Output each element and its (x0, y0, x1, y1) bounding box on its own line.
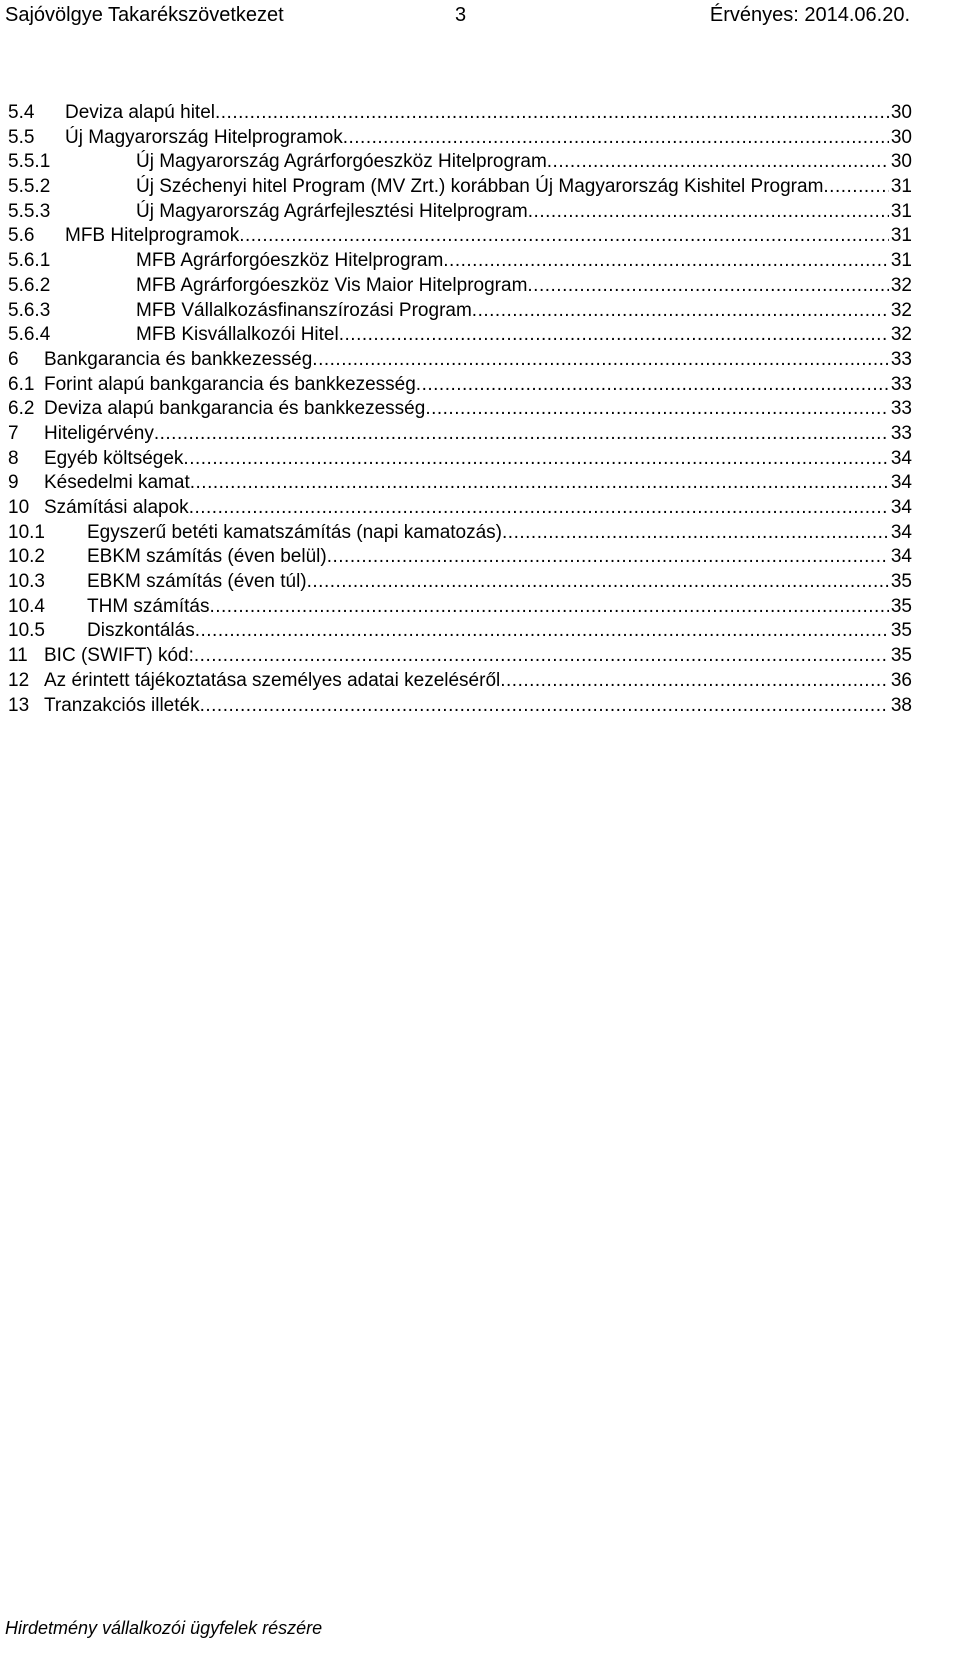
toc-dot-leader (500, 669, 889, 694)
toc-dot-leader (502, 521, 889, 546)
toc-dot-leader (307, 570, 889, 595)
toc-entry-title: MFB Vállalkozásfinanszírozási Program (136, 299, 472, 321)
toc-entry-page: 35 (890, 645, 912, 667)
toc-entry-page: 34 (890, 521, 912, 543)
toc-entry-number: 6.2 (8, 398, 35, 420)
toc-entry-title: Új Magyarország Hitelprogramok (65, 126, 343, 148)
toc-entry-title: MFB Hitelprogramok (65, 225, 240, 247)
toc-entry-number: 5.6.3 (8, 299, 51, 321)
toc-entry[interactable] (8, 249, 912, 274)
toc-dot-leader (194, 644, 889, 669)
toc-dot-leader (528, 200, 889, 225)
toc-entry-number: 13 (8, 694, 30, 716)
toc-entry-page: 31 (890, 250, 912, 272)
toc-entry-title: Diszkontálás (87, 620, 195, 642)
toc-entry-title: Számítási alapok (44, 497, 189, 518)
toc-entry-title: EBKM számítás (éven belül) (87, 546, 327, 568)
toc-dot-leader (472, 299, 889, 324)
toc-entry-title: MFB Agrárforgóeszköz Vis Maior Hitelprogram (136, 274, 528, 296)
toc-entry-number: 5.4 (8, 102, 35, 123)
toc-entry-number: 12 (8, 669, 30, 691)
toc-entry-title: Új Magyarország Agrárforgóeszköz Hitelprogram (136, 151, 547, 173)
toc-entry-page: 35 (890, 571, 912, 593)
toc-entry-number: 10.3 (8, 571, 45, 593)
toc-dot-leader (527, 274, 888, 299)
toc-dot-leader (312, 348, 889, 373)
toc-entry-page: 33 (890, 348, 912, 370)
toc-entry[interactable] (8, 101, 912, 126)
toc-entry[interactable] (8, 570, 912, 595)
toc-entry[interactable] (8, 200, 912, 225)
toc-entry-number: 11 (8, 645, 28, 667)
toc-dot-leader (339, 323, 889, 348)
toc-entry-number: 10.4 (8, 595, 45, 617)
toc-entry-number: 5.5 (8, 126, 35, 148)
toc-entry-page: 32 (890, 299, 912, 321)
toc-dot-leader (823, 175, 888, 200)
toc-entry-page: 33 (890, 398, 912, 420)
toc-entry-title: Deviza alapú hitel (65, 102, 215, 123)
toc-entry[interactable] (8, 224, 912, 249)
toc-entry-number: 5.6.1 (8, 250, 51, 272)
toc-entry-page: 35 (890, 595, 912, 617)
toc-dot-leader (547, 150, 889, 175)
toc-entry[interactable] (8, 397, 912, 422)
toc-entry-number: 5.6.4 (8, 324, 51, 346)
toc-entry-title: Forint alapú bankgarancia és bankkezesség (44, 373, 416, 395)
toc-entry-page: 34 (890, 546, 912, 568)
validity-date: Érvényes: 2014.06.20. (709, 4, 910, 26)
toc-entry[interactable] (8, 299, 912, 324)
toc-dot-leader (200, 694, 889, 719)
toc-dot-leader (195, 619, 889, 644)
toc-dot-leader (416, 373, 889, 398)
toc-entry-title: Új Magyarország Agrárfejlesztési Hitelprogram (136, 200, 528, 222)
toc-dot-leader (189, 496, 889, 521)
toc-entry[interactable] (8, 447, 912, 472)
toc-dot-leader (343, 126, 889, 151)
toc-dot-leader (215, 101, 889, 126)
table-of-contents (8, 101, 912, 718)
toc-entry[interactable] (8, 126, 912, 151)
toc-entry-page: 36 (890, 669, 912, 691)
page-number: 3 (455, 4, 467, 26)
toc-dot-leader (209, 595, 888, 620)
toc-entry-title: Deviza alapú bankgarancia és bankkezesség (44, 398, 426, 420)
toc-dot-leader (425, 397, 889, 422)
toc-entry-number: 5.5.2 (8, 176, 51, 198)
toc-entry-title: Az érintett tájékoztatása személyes adatai kezeléséről (44, 669, 501, 691)
toc-entry-page: 34 (890, 497, 912, 518)
toc-entry-number: 6 (8, 348, 19, 370)
toc-entry-number: 9 (8, 472, 19, 494)
toc-entry[interactable] (8, 619, 912, 644)
toc-dot-leader (327, 545, 889, 570)
toc-dot-leader (443, 249, 889, 274)
toc-entry[interactable] (8, 422, 912, 447)
toc-entry-number: 10.5 (8, 620, 45, 642)
toc-entry[interactable] (8, 595, 912, 620)
toc-entry[interactable] (8, 644, 912, 669)
page-footer: Hirdetmény vállalkozói ügyfelek részére (5, 1618, 323, 1638)
toc-entry[interactable] (8, 669, 912, 694)
toc-entry-page: 38 (890, 694, 912, 716)
toc-entry[interactable] (8, 150, 912, 175)
toc-entry-title: Bankgarancia és bankkezesség (44, 348, 313, 370)
page-header (5, 4, 910, 30)
toc-entry-number: 7 (8, 422, 19, 444)
toc-entry[interactable] (8, 348, 912, 373)
toc-entry-page: 31 (890, 176, 912, 198)
toc-entry-page: 32 (890, 324, 912, 346)
toc-entry-title: MFB Kisvállalkozói Hitel (136, 324, 339, 346)
toc-entry-title: Késedelmi kamat (44, 472, 190, 494)
toc-entry-number: 8 (8, 447, 19, 469)
toc-dot-leader (239, 224, 889, 249)
toc-entry-title: BIC (SWIFT) kód: (44, 645, 194, 667)
toc-entry-page: 35 (890, 620, 912, 642)
toc-entry-number: 5.5.1 (8, 151, 51, 173)
toc-entry-number: 5.6 (8, 225, 35, 247)
toc-entry[interactable] (8, 545, 912, 570)
toc-entry-number: 6.1 (8, 373, 35, 395)
toc-entry[interactable] (8, 694, 912, 719)
toc-entry-page: 34 (890, 472, 912, 494)
toc-entry-title: Egyéb költségek (44, 447, 184, 469)
toc-entry[interactable] (8, 323, 912, 348)
toc-entry-title: Tranzakciós illeték (44, 694, 200, 716)
toc-entry-number: 10.2 (8, 546, 45, 568)
toc-entry-page: 30 (890, 126, 912, 148)
toc-entry[interactable] (8, 471, 912, 496)
toc-entry-title: Hiteligérvény (44, 422, 154, 444)
toc-entry-title: THM számítás (87, 595, 210, 617)
toc-dot-leader (154, 422, 889, 447)
toc-entry-title: MFB Agrárforgóeszköz Hitelprogram (136, 250, 444, 272)
toc-entry[interactable] (8, 373, 912, 398)
organization-name: Sajóvölgye Takarékszövetkezet (5, 4, 284, 26)
toc-dot-leader (183, 447, 888, 472)
toc-entry[interactable] (8, 274, 912, 299)
toc-entry-title: EBKM számítás (éven túl) (87, 571, 307, 593)
toc-entry-number: 10 (8, 497, 30, 518)
toc-dot-leader (190, 471, 889, 496)
toc-entry-page: 30 (890, 151, 912, 173)
toc-entry[interactable] (8, 175, 912, 200)
toc-entry-page: 31 (890, 200, 912, 222)
toc-entry-number: 10.1 (8, 521, 45, 543)
toc-entry[interactable] (8, 496, 912, 521)
toc-entry-title: Egyszerű betéti kamatszámítás (napi kamatozás) (87, 521, 503, 543)
toc-entry[interactable] (8, 521, 912, 546)
toc-entry-page: 30 (890, 102, 912, 123)
toc-entry-page: 33 (890, 422, 912, 444)
toc-entry-number: 5.5.3 (8, 200, 51, 222)
toc-entry-page: 33 (890, 373, 912, 395)
toc-entry-page: 31 (890, 225, 912, 247)
toc-entry-title: Új Széchenyi hitel Program (MV Zrt.) korábban Új Magyarország Kishitel Program (136, 176, 824, 198)
toc-entry-page: 32 (890, 274, 912, 296)
toc-entry-number: 5.6.2 (8, 274, 51, 296)
toc-entry-page: 34 (890, 447, 912, 469)
